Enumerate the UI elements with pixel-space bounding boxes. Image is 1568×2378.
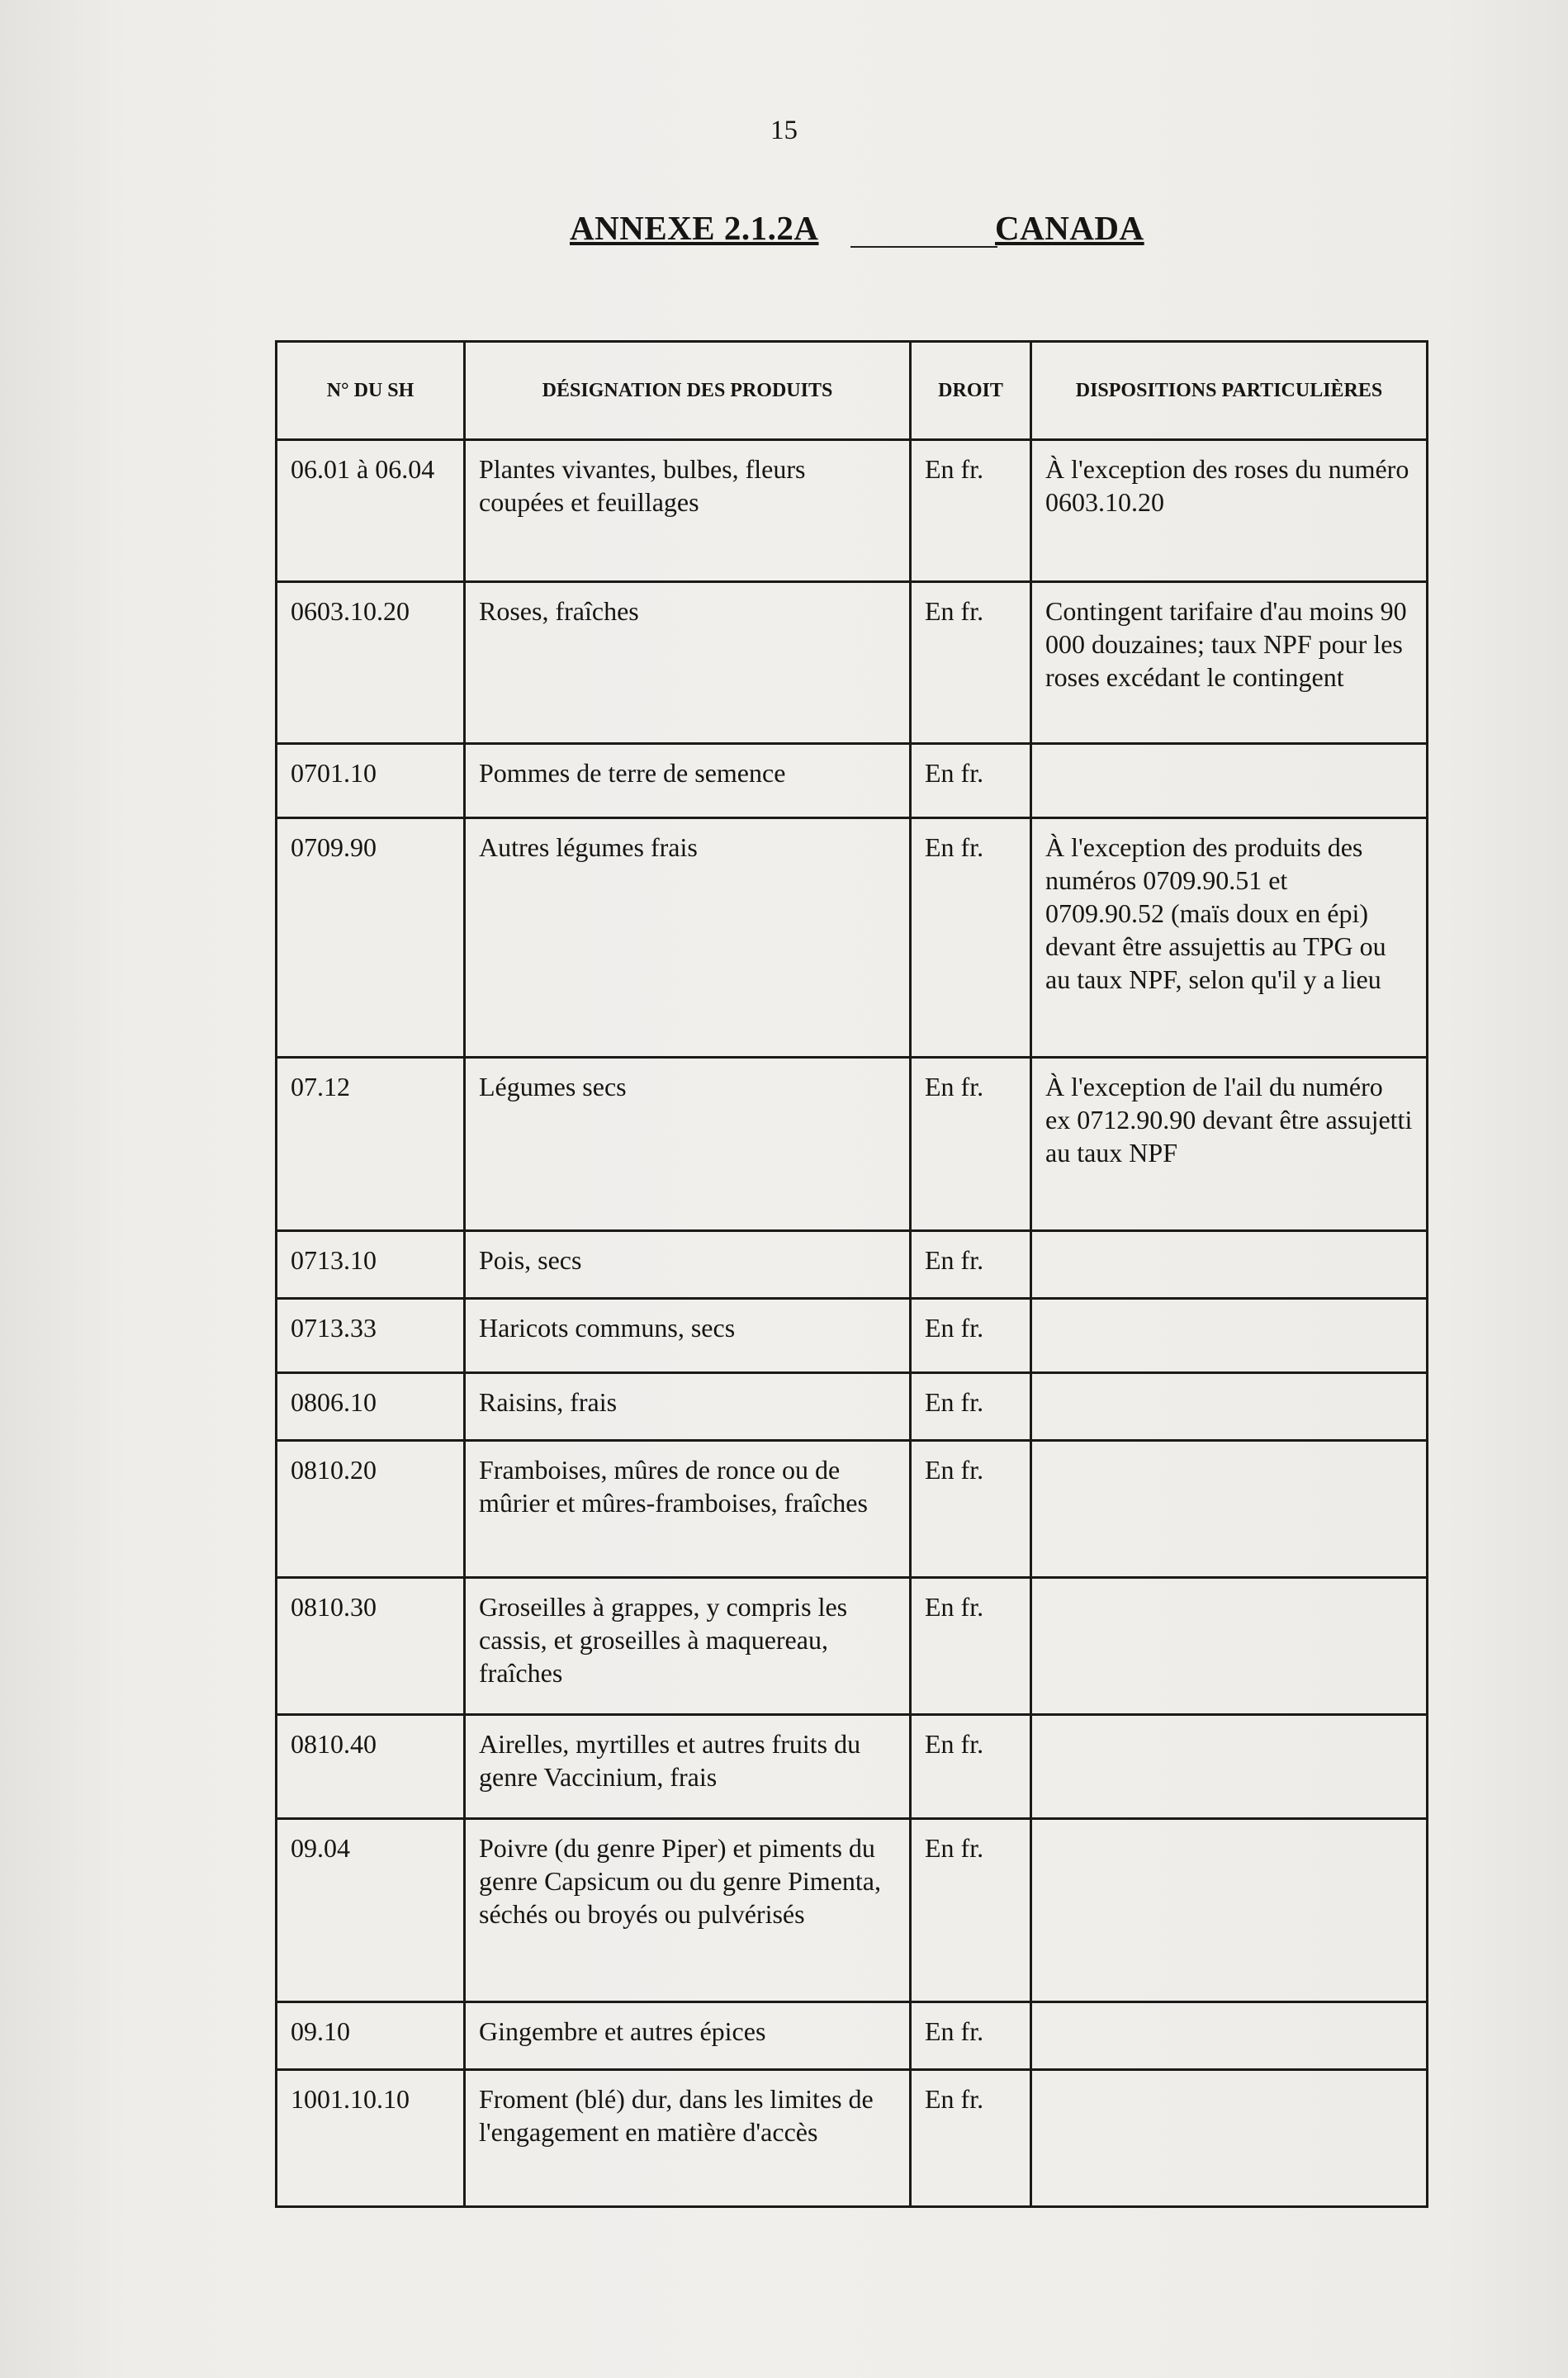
table-row: [277, 2070, 1428, 2207]
row-description: Raisins, frais: [479, 1387, 618, 1417]
row-description-cell: [465, 1441, 911, 1578]
row-code-cell: [277, 440, 465, 582]
row-duty-cell: [911, 1578, 1031, 1715]
row-duty: En fr.: [925, 1387, 984, 1417]
row-duty: En fr.: [925, 454, 984, 484]
table-row: [277, 440, 1428, 582]
header-description: DÉSIGNATION DES PRODUITS: [465, 342, 911, 440]
header-provisions: DISPOSITIONS PARTICULIÈRES: [1031, 342, 1428, 440]
row-notes: [1045, 1579, 1413, 1603]
row-duty: En fr.: [925, 596, 984, 626]
row-code-cell: [277, 744, 465, 818]
row-notes-cell: [1031, 440, 1428, 582]
row-notes-cell: [1031, 1058, 1428, 1231]
row-code: 0713.10: [291, 1245, 377, 1275]
row-code-cell: [277, 1299, 465, 1373]
row-notes-cell: [1031, 1231, 1428, 1299]
row-code-cell: [277, 1373, 465, 1441]
row-code: 07.12: [291, 1072, 350, 1101]
row-description-cell: [465, 440, 911, 582]
row-code: 09.04: [291, 1833, 350, 1863]
row-description-cell: [465, 2002, 911, 2070]
row-notes-cell: [1031, 1715, 1428, 1819]
row-duty-cell: [911, 2002, 1031, 2070]
header-duty: DROIT: [911, 342, 1031, 440]
row-code-cell: [277, 1578, 465, 1715]
row-notes: À l'exception des produits des numéros 0709.90.51 et 0709.90.52 (maïs doux en épi) devant être assujettis au TPG ou au taux NPF, selon qu'il y a lieu: [1045, 832, 1386, 994]
row-duty: En fr.: [925, 1313, 984, 1343]
row-description: Autres légumes frais: [479, 832, 698, 862]
table-row: [277, 1578, 1428, 1715]
row-notes: [1045, 2003, 1413, 2028]
row-code: 0709.90: [291, 832, 377, 862]
row-duty-cell: [911, 1715, 1031, 1819]
country-title: CANADA: [995, 209, 1144, 247]
table-row: [277, 1058, 1428, 1231]
row-duty: En fr.: [925, 1729, 984, 1759]
row-code: 0810.20: [291, 1455, 377, 1485]
row-notes: [1045, 2071, 1413, 2096]
row-code-cell: [277, 1058, 465, 1231]
row-description-cell: [465, 1373, 911, 1441]
row-description-cell: [465, 1058, 911, 1231]
row-description: Plantes vivantes, bulbes, fleurs coupées et feuillages: [479, 454, 806, 517]
row-notes: [1045, 1442, 1413, 1466]
table-header-row: [277, 342, 1428, 440]
row-code-cell: [277, 1441, 465, 1578]
row-duty: En fr.: [925, 1455, 984, 1485]
row-description-cell: [465, 2070, 911, 2207]
row-code: 1001.10.10: [291, 2084, 410, 2114]
row-duty-cell: [911, 1058, 1031, 1231]
annex-title: ANNEXE 2.1.2A: [570, 209, 819, 247]
row-notes: [1045, 1300, 1413, 1324]
row-description: Pois, secs: [479, 1245, 582, 1275]
table-row: [277, 2002, 1428, 2070]
row-description-cell: [465, 582, 911, 744]
row-code: 0701.10: [291, 758, 377, 788]
table-row: [277, 744, 1428, 818]
row-duty-cell: [911, 744, 1031, 818]
table-row: [277, 818, 1428, 1058]
row-notes-cell: [1031, 744, 1428, 818]
header-hs-number: N° DU SH: [277, 342, 465, 440]
row-code-cell: [277, 1715, 465, 1819]
row-duty: En fr.: [925, 1072, 984, 1101]
table-row: [277, 1715, 1428, 1819]
row-description-cell: [465, 744, 911, 818]
row-description: Framboises, mûres de ronce ou de mûrier et mûres-framboises, fraîches: [479, 1455, 868, 1518]
row-duty-cell: [911, 440, 1031, 582]
page-number: 15: [770, 116, 798, 145]
row-description: Groseilles à grappes, y compris les cassis, et groseilles à maquereau, fraîches: [479, 1592, 848, 1688]
row-notes: [1045, 1232, 1413, 1257]
table-row: [277, 1819, 1428, 2002]
table-row: [277, 1373, 1428, 1441]
row-description: Poivre (du genre Piper) et piments du genre Capsicum ou du genre Pimenta, séchés ou broyés ou pulvérisés: [479, 1833, 881, 1929]
row-description: Froment (blé) dur, dans les limites de l'engagement en matière d'accès: [479, 2084, 874, 2147]
row-description: Roses, fraîches: [479, 596, 639, 626]
row-duty-cell: [911, 1299, 1031, 1373]
row-notes: À l'exception de l'ail du numéro ex 0712.90.90 devant être assujetti au taux NPF: [1045, 1072, 1413, 1168]
row-description: Pommes de terre de semence: [479, 758, 786, 788]
row-description-cell: [465, 1231, 911, 1299]
row-description-cell: [465, 1819, 911, 2002]
row-description-cell: [465, 1299, 911, 1373]
row-notes-cell: [1031, 582, 1428, 744]
row-code-cell: [277, 818, 465, 1058]
table-row: [277, 582, 1428, 744]
row-code: 0806.10: [291, 1387, 377, 1417]
row-description: Haricots communs, secs: [479, 1313, 736, 1343]
row-notes-cell: [1031, 1299, 1428, 1373]
table-row: [277, 1441, 1428, 1578]
row-description: Gingembre et autres épices: [479, 2016, 766, 2046]
row-duty-cell: [911, 1819, 1031, 2002]
row-duty: En fr.: [925, 2016, 984, 2046]
row-notes-cell: [1031, 2070, 1428, 2207]
row-code: 0810.40: [291, 1729, 377, 1759]
row-notes: [1045, 1820, 1413, 1845]
row-notes-cell: [1031, 1819, 1428, 2002]
row-code: 0810.30: [291, 1592, 377, 1622]
row-duty: En fr.: [925, 1592, 984, 1622]
row-notes: [1045, 745, 1413, 770]
row-description-cell: [465, 1578, 911, 1715]
row-duty-cell: [911, 2070, 1031, 2207]
row-duty-cell: [911, 582, 1031, 744]
row-notes: À l'exception des roses du numéro 0603.10.20: [1045, 454, 1409, 517]
row-description: Airelles, myrtilles et autres fruits du genre Vaccinium, frais: [479, 1729, 861, 1792]
row-duty-cell: [911, 1373, 1031, 1441]
row-notes: [1045, 1374, 1413, 1399]
row-code-cell: [277, 2002, 465, 2070]
row-duty: En fr.: [925, 1245, 984, 1275]
row-duty: En fr.: [925, 832, 984, 862]
row-notes-cell: [1031, 1373, 1428, 1441]
table-row: [277, 1231, 1428, 1299]
row-notes-cell: [1031, 2002, 1428, 2070]
title-underline: [850, 246, 997, 248]
row-code-cell: [277, 2070, 465, 2207]
row-description-cell: [465, 818, 911, 1058]
row-code-cell: [277, 582, 465, 744]
row-code: 0603.10.20: [291, 596, 410, 626]
row-notes-cell: [1031, 1441, 1428, 1578]
row-duty-cell: [911, 818, 1031, 1058]
table-row: [277, 1299, 1428, 1373]
row-code-cell: [277, 1231, 465, 1299]
row-notes-cell: [1031, 818, 1428, 1058]
row-duty: En fr.: [925, 2084, 984, 2114]
row-duty-cell: [911, 1231, 1031, 1299]
row-notes-cell: [1031, 1578, 1428, 1715]
row-code: 09.10: [291, 2016, 350, 2046]
row-duty: En fr.: [925, 1833, 984, 1863]
tariff-table: [275, 340, 1428, 2208]
row-description: Légumes secs: [479, 1072, 627, 1101]
row-notes: Contingent tarifaire d'au moins 90 000 douzaines; taux NPF pour les roses excédant le contingent: [1045, 596, 1407, 692]
row-code: 06.01 à 06.04: [291, 454, 435, 484]
row-code-cell: [277, 1819, 465, 2002]
row-notes: [1045, 1716, 1413, 1741]
row-code: 0713.33: [291, 1313, 377, 1343]
row-duty: En fr.: [925, 758, 984, 788]
row-description-cell: [465, 1715, 911, 1819]
row-duty-cell: [911, 1441, 1031, 1578]
